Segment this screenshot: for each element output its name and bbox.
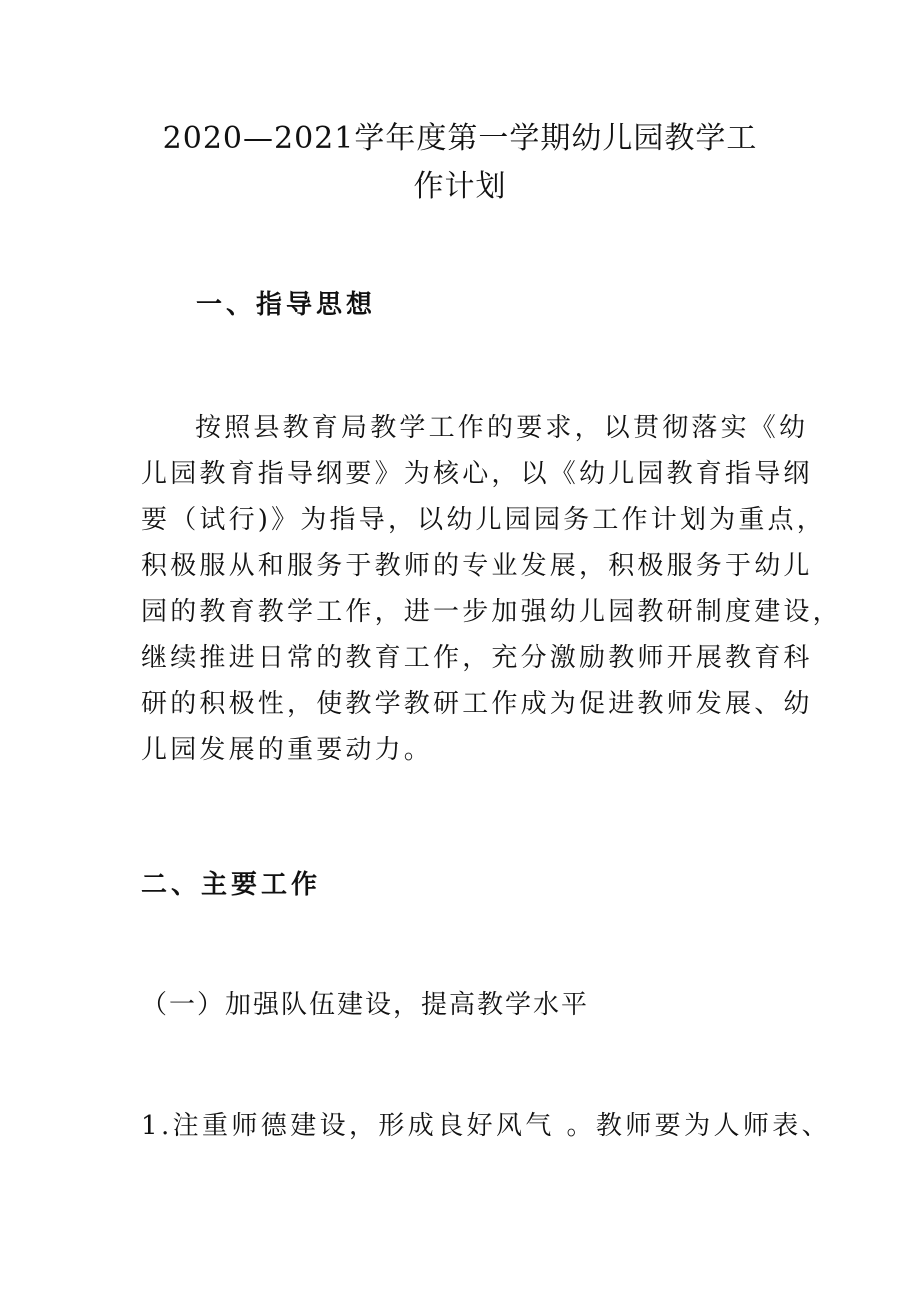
paragraph-line: 积极服从和服务于教师的专业发展，积极服务于幼儿	[141, 551, 813, 581]
paragraph-line: 按照县教育局教学工作的要求，以贯彻落实《幼	[195, 413, 809, 443]
paragraph-line: 儿园发展的重要动力。	[141, 735, 434, 765]
list-item-1: 1.注重师德建设，形成良好风气 。教师要为人师表、	[141, 1111, 832, 1141]
paragraph-line: 研的积极性，使教学教研工作成为促进教师发展、幼	[141, 689, 813, 719]
paragraph-line: 儿园教育指导纲要》为核心，以《幼儿园教育指导纲	[141, 459, 813, 489]
paragraph-line: 继续推进日常的教育工作，充分激励教师开展教育科	[141, 643, 813, 673]
subsection-1-heading: （一）加强队伍建设，提高教学水平	[141, 990, 590, 1020]
document-title-line-1: 2020—2021学年度第一学期幼儿园教学工	[162, 121, 758, 156]
document-title-line-2: 作计划	[413, 169, 507, 204]
paragraph-line: 园的教育教学工作，进一步加强幼儿园教研制度建设，	[141, 597, 842, 627]
section-1-paragraph	[141, 405, 842, 773]
paragraph-line: 要（试行)》为指导，以幼儿园园务工作计划为重点，	[141, 505, 826, 535]
section-2-heading: 二、主要工作	[141, 870, 322, 900]
section-1-heading: 一、指导思想	[196, 290, 377, 320]
